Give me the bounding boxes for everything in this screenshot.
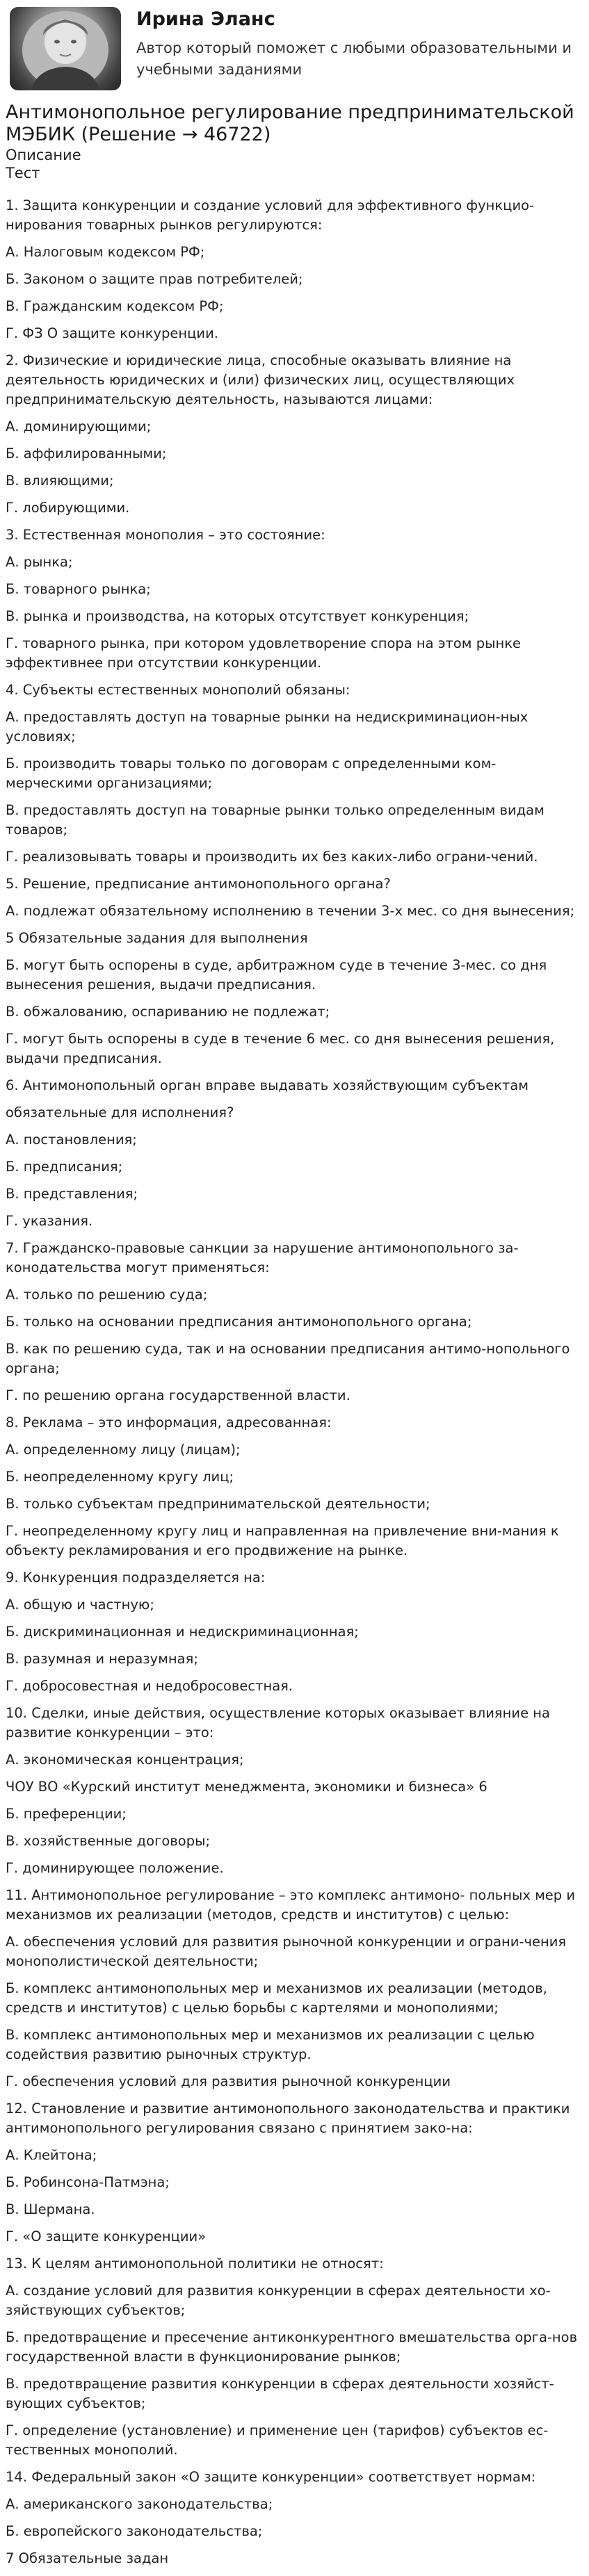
content-line: Г. могут быть оспорены в суде в течение 6 мес. со дня вынесения решения, выдачи предписания. [6, 1031, 555, 1066]
content-line: Г. лобирующими. [6, 500, 130, 516]
content-line: 8. Реклама – это информация, адресованная: [6, 1415, 332, 1430]
content-line: Г. неопределенному кругу лиц и направленная на привлечение вни-мания к объекту рекламирования и его продвижение на рынке. [6, 1523, 559, 1558]
content-line: В. обжалованию, оспариванию не подлежат; [6, 1004, 330, 1020]
content-line: А. определенному лицу (лицам); [6, 1442, 241, 1458]
content-line: А. подлежат обязательному исполнению в течении 3-х мес. со дня вынесения; [6, 903, 575, 919]
content-line: 10. Сделки, иные действия, осуществление которых оказывает влияние на развитие конкуренции – это: [6, 1705, 550, 1741]
content-line: Б. товарного рынка; [6, 581, 151, 597]
content-line: В. предотвращение развития конкуренции в сферах деятельности хозяйст-вующих субъектов; [6, 2376, 554, 2411]
content-line: В. Шермана. [6, 2201, 95, 2217]
content-line: Г. ФЗ О защите конкуренции. [6, 325, 218, 341]
content-line: 5. Решение, предписание антимонопольного органа? [6, 876, 391, 892]
content-line: Г. реализовывать товары и производить их без каких-либо ограни-чений. [6, 849, 538, 865]
document-title: Антимонопольное регулирование предпринимательской МЭБИК (Решение → 46722) [6, 101, 574, 145]
content-line: Б. Робинсона-Патмэна; [6, 2174, 170, 2190]
content-line: 1. Защита конкуренции и создание условий для эффективного функцио-нирования товарных рынков регулируются: [6, 197, 535, 233]
content-line: Б. предписания; [6, 1159, 123, 1175]
content-line: 6. Антимонопольный орган вправе выдавать хозяйствующим субъектам [6, 1077, 529, 1093]
content-line: В. комплекс антимонопольных мер и механизмов их реализации с целью содействия развитию рыночных структур. [6, 2027, 535, 2062]
content-line: Б. только на основании предписания антимонопольного органа; [6, 1314, 472, 1330]
content-line: А. только по решению суда; [6, 1287, 208, 1303]
content-line: Б. предотвращение и пресечение антиконкурентного вмешательства орга-нов государственной власти в функционирование рынков; [6, 2329, 578, 2365]
content-line: А. общую и частную; [6, 1597, 154, 1613]
content-line: Б. аффилированными; [6, 446, 167, 462]
content-line: В. разумная и неразумная; [6, 1651, 198, 1667]
content-line: А. экономическая концентрация; [6, 1752, 244, 1768]
content-line: В. представления; [6, 1186, 138, 1202]
content-line: Б. комплекс антимонопольных мер и механизмов их реализации (методов, средств и институтов) с целью борьбы с картелями и монополиями; [6, 1980, 547, 2016]
content-line: В. только субъектам предпринимательской деятельности; [6, 1496, 430, 1512]
content-line: В. предоставлять доступ на товарные рынки только определенным видам товаров; [6, 802, 544, 838]
content-line: 4. Субъекты естественных монополий обязаны: [6, 682, 350, 698]
avatar-portrait-icon [10, 7, 121, 90]
content-line: А. Налоговым кодексом РФ; [6, 244, 205, 260]
content-line: В. рынка и производства, на которых отсутствует конкуренция; [6, 608, 469, 624]
content-line: 7. Гражданско-правовые санкции за нарушение антимонопольного за-конодательства могут применяться: [6, 1240, 519, 1275]
content-line: 12. Становление и развитие антимонопольного законодательства и практики антимонопольного регулирования связано с принятием зако-на: [6, 2101, 570, 2136]
content-line: 11. Антимонопольное регулирование – это комплекс антимоно- польных мер и механизмов их реализации (методов, средств и институтов) с целью: [6, 1887, 576, 1923]
section-label: Описание [6, 147, 81, 163]
content-line: А. американского законодательства; [6, 2496, 273, 2512]
content-line: А. обеспечения условий для развития рыночной конкуренции и ограни-чения монополистической деятельности; [6, 1934, 567, 1969]
author-description: Автор который поможет с любыми образовательными и учебными заданиями [136, 40, 572, 78]
avatar[interactable] [10, 7, 121, 90]
content-line: А. постановления; [6, 1132, 137, 1148]
author-header [6, 4, 579, 95]
content-line: Г. доминирующее положение. [6, 1860, 224, 1876]
content-line: Б. преференции; [6, 1806, 127, 1822]
content-line: Г. добросовестная и недобросовестная. [6, 1678, 293, 1694]
content-line: А. доминирующими; [6, 418, 152, 434]
content-line: 3. Естественная монополия – это состояние: [6, 527, 325, 543]
content-line: 7 Обязательные задан [6, 2550, 169, 2566]
content-line: 2. Физические и юридические лица, способные оказывать влияние на деятельность юридических и (или) физических лиц, осуществляющих предпринимательскую деятельность, называются лицами: [6, 352, 515, 407]
content-line: Б. европейского законодательства; [6, 2523, 263, 2539]
document-content [6, 196, 579, 2568]
content-line: В. Гражданским кодексом РФ; [6, 298, 224, 314]
content-line: 9. Конкуренция подразделяется на: [6, 1570, 266, 1585]
content-line: Б. дискриминационная и недискриминационная; [6, 1624, 359, 1640]
content-line: А. Клейтона; [6, 2147, 97, 2163]
document-type-label: Тест [6, 165, 40, 181]
content-line: Б. Законом о защите прав потребителей; [6, 271, 303, 287]
content-line: Б. производить товары только по договорам с определенными ком-мерческими организациями; [6, 756, 497, 791]
content-line: ЧОУ ВО «Курский институт менеджмента, экономики и бизнеса» 6 [6, 1779, 487, 1795]
content-line: 14. Федеральный закон «О защите конкуренции» соответствует нормам: [6, 2469, 536, 2485]
content-line: А. создание условий для развития конкуренции в сферах деятельности хо-зяйствующих субъектов; [6, 2283, 551, 2318]
content-line: Б. могут быть оспорены в суде, арбитражном суде в течение 3-мес. со дня вынесения решения, выдачи предписания. [6, 957, 547, 993]
author-name[interactable]: Ирина Эланс [136, 8, 275, 30]
content-line: В. влияющими; [6, 473, 114, 489]
content-line: Г. указания. [6, 1213, 93, 1229]
content-line: Г. товарного рынка, при котором удовлетворение спора на этом рынке эффективнее при отсутствии конкуренции. [6, 635, 522, 671]
content-line: А. рынка; [6, 554, 73, 570]
content-line: 5 Обязательные задания для выполнения [6, 930, 308, 946]
content-line: 13. К целям антимонопольной политики не относят: [6, 2256, 384, 2272]
content-line: Г. определение (установление) и применение цен (тарифов) субъектов ес-тественных монополий. [6, 2422, 549, 2458]
content-line: А. предоставлять доступ на товарные рынки на недискриминацион-ных условиях; [6, 709, 529, 744]
content-line: В. хозяйственные договоры; [6, 1833, 211, 1849]
content-line: Б. неопределенному кругу лиц; [6, 1469, 234, 1485]
content-line: Г. по решению органа государственной власти. [6, 1387, 350, 1403]
content-line: Г. «О защите конкуренции» [6, 2228, 207, 2244]
content-line: В. как по решению суда, так и на основании предписания антимо-нопольного органа; [6, 1341, 570, 1376]
content-line: обязательные для исполнения? [6, 1104, 234, 1120]
content-line: Г. обеспечения условий для развития рыночной конкуренции [6, 2073, 451, 2089]
